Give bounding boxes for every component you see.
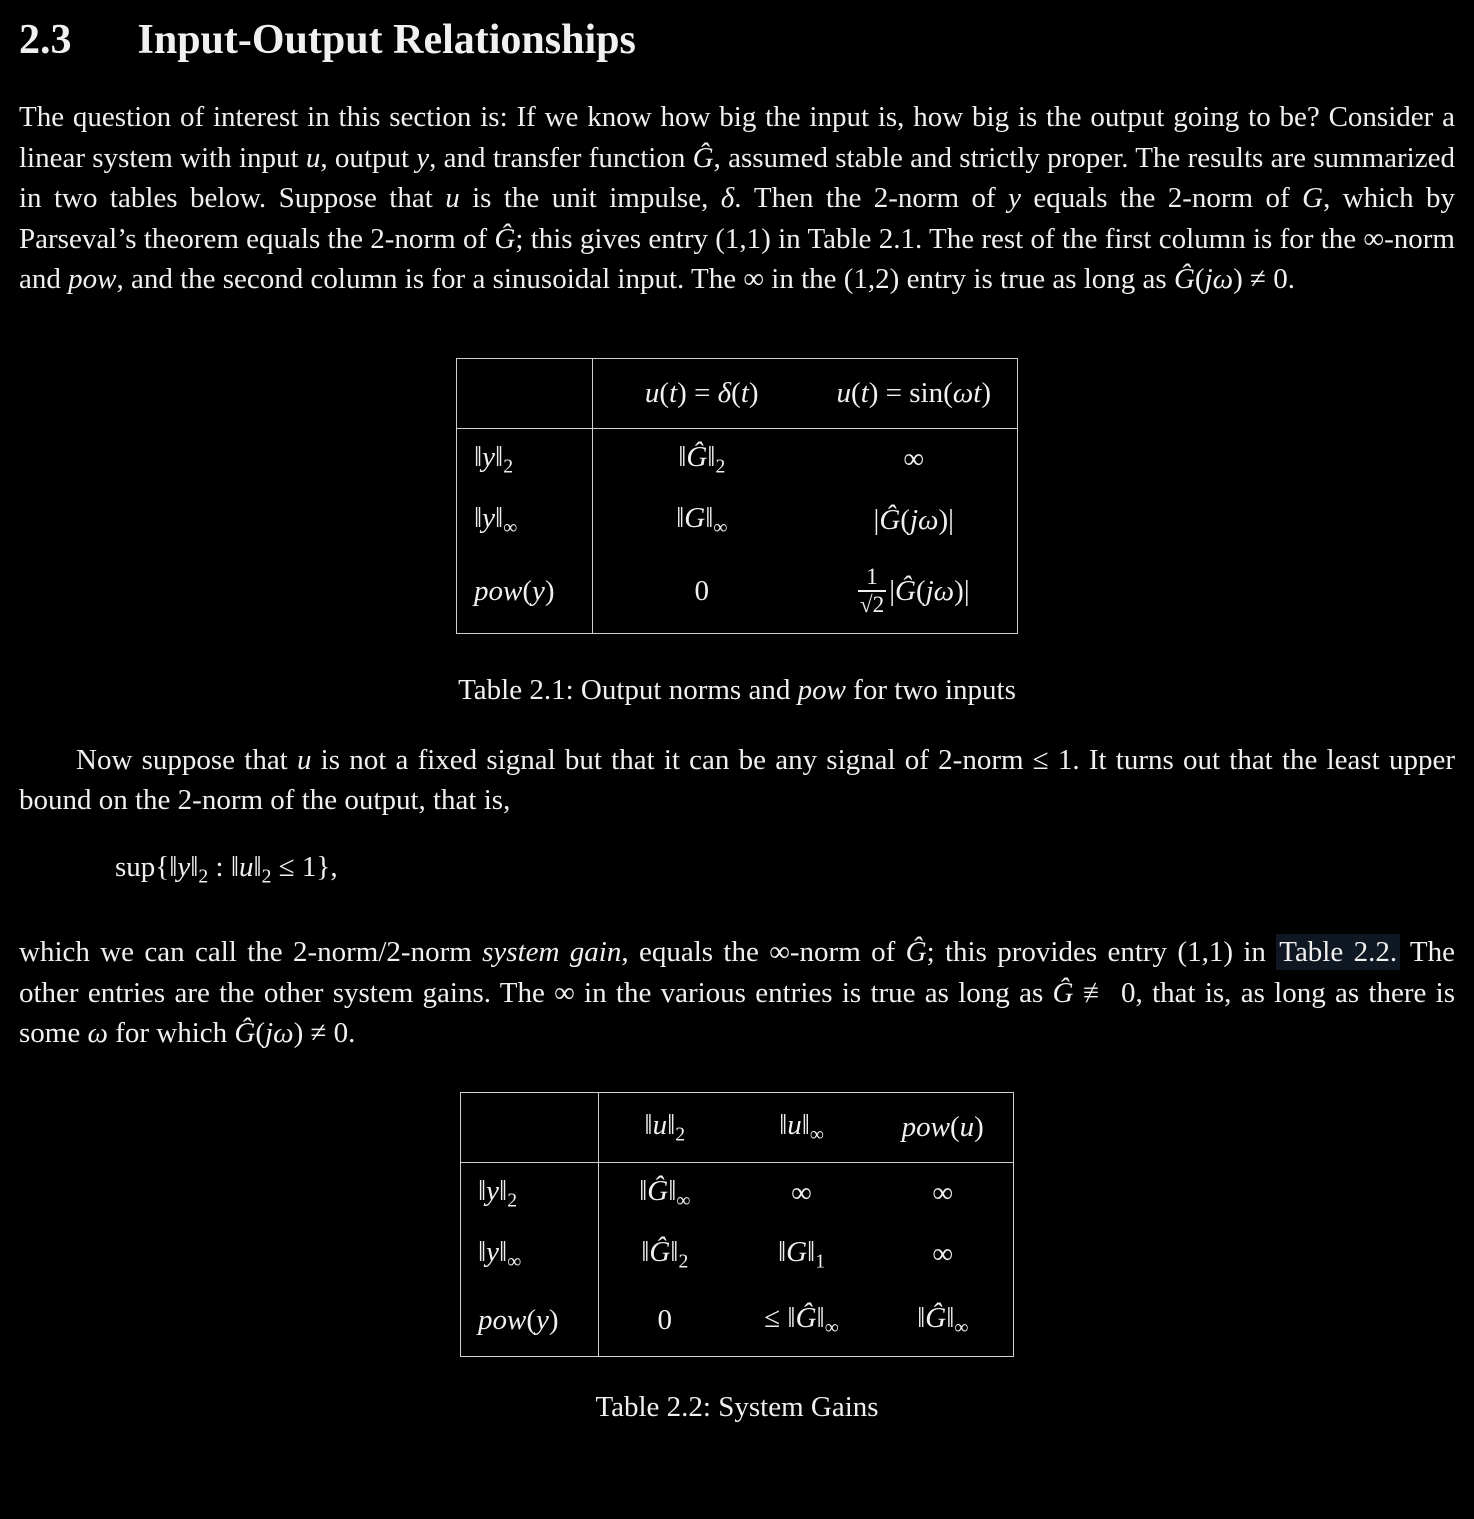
- radicand: 2: [872, 592, 885, 619]
- text-run: which we can call the 2-norm/2-norm: [19, 936, 483, 969]
- section-title: Input-Output Relationships: [137, 17, 636, 63]
- text-run: ) =: [677, 376, 718, 409]
- text-run: ‖: [474, 501, 483, 534]
- text-run: Ĝ: [1052, 976, 1074, 1009]
- text-run: G: [684, 501, 706, 534]
- text-run: ; this gives entry (1,1) in Table 2.1. The rest of the first column is for the ∞-norm and: [19, 222, 1455, 296]
- text-run: (: [950, 1110, 960, 1143]
- text-run: ‖: [676, 501, 685, 534]
- text-run: y: [177, 850, 191, 883]
- text-run: y: [486, 1235, 500, 1268]
- text-run: ): [748, 376, 759, 409]
- text-run: 2: [198, 865, 209, 888]
- text-run: Ĝ: [649, 1235, 671, 1268]
- text-run: (: [731, 376, 741, 409]
- text-run: )|: [938, 503, 954, 536]
- table-2-2-container: [19, 1092, 1455, 1357]
- text-run: Ĝ: [686, 440, 708, 473]
- table-2-1-row-yinf: [457, 490, 1018, 551]
- text-run: y: [416, 141, 430, 174]
- text-run: Table 2.1: Output norms and: [458, 673, 798, 706]
- text-run: jω: [925, 575, 955, 608]
- fraction-denominator: [858, 590, 886, 618]
- section-heading: [19, 16, 1455, 64]
- text-run: Table 2.2: System Gains: [595, 1390, 879, 1423]
- text-run: ω: [87, 1017, 108, 1050]
- table-2-2-caption: [19, 1387, 1455, 1427]
- text-run: t: [669, 376, 678, 409]
- table-2-1-header-row: [457, 358, 1018, 428]
- table-2-1-row-pow: [457, 551, 1018, 634]
- display-equation: [115, 847, 1455, 896]
- text-run: ‖: [707, 440, 716, 473]
- text-run: u: [652, 1108, 668, 1141]
- table-2-1-caption: [19, 670, 1455, 710]
- table-2-2-header-u2: [599, 1092, 731, 1162]
- table-cell: [811, 490, 1018, 551]
- text-run: y: [1008, 182, 1021, 215]
- text-run: u: [787, 1108, 802, 1141]
- text-run: ‖: [478, 1235, 487, 1268]
- text-run: pow: [68, 263, 117, 296]
- text-run: t: [860, 376, 869, 409]
- fraction-trailing-expression: [889, 574, 969, 609]
- text-run: ‖: [495, 501, 504, 534]
- text-run: :: [208, 850, 231, 883]
- table-2-2-header-row: [461, 1092, 1014, 1162]
- radical-sign: √: [859, 592, 873, 619]
- text-run: 2: [678, 1249, 689, 1272]
- text-run: ‖: [670, 1235, 679, 1268]
- table-cell: [599, 1285, 731, 1357]
- text-run: is the unit impulse,: [459, 182, 721, 215]
- text-run: (: [255, 1017, 266, 1050]
- row-label-pow-y: [457, 551, 593, 634]
- text-run: is not a fixed signal but that it can be any signal of 2-norm ≤ 1. It turns out that the least upper bound on the 2-norm of the output, that is,: [19, 743, 1455, 817]
- text-run: y: [536, 1303, 549, 1336]
- table-cell: [811, 428, 1018, 490]
- text-run: 2: [507, 1188, 518, 1211]
- text-run: ‖: [801, 1108, 810, 1141]
- text-run: ‖: [644, 1108, 653, 1141]
- text-run: ) ≠ 0.: [293, 1017, 356, 1050]
- text-run: equals the 2-norm of: [1020, 182, 1303, 215]
- text-run: ∞: [507, 1249, 522, 1272]
- text-run: 2: [715, 455, 726, 478]
- text-run: (: [915, 575, 926, 608]
- text-run: ‖: [639, 1174, 648, 1207]
- text-run: δ: [720, 182, 735, 215]
- text-run: ): [981, 376, 991, 409]
- text-run: ‖: [917, 1301, 926, 1334]
- text-run: u: [959, 1110, 975, 1143]
- text-run: pow: [478, 1303, 527, 1336]
- text-run: system gain: [482, 936, 622, 969]
- row-label-y-infnorm: [461, 1224, 599, 1285]
- text-run: ‖: [230, 850, 239, 883]
- text-run: ∞: [809, 1122, 824, 1145]
- text-run: (: [900, 503, 910, 536]
- text-run: , equals the ∞-norm of: [621, 936, 906, 969]
- text-run: ‖: [253, 850, 262, 883]
- text-run: Ĝ: [905, 936, 927, 969]
- text-run: y: [482, 501, 496, 534]
- text-run: Ĝ: [879, 503, 901, 536]
- text-run: sup{: [115, 850, 170, 883]
- text-run: pow: [474, 575, 523, 608]
- table-2-2-header-powu: [873, 1092, 1014, 1162]
- text-run: ‖: [169, 850, 178, 883]
- intro-paragraph: [19, 97, 1455, 300]
- text-run: Ĝ: [795, 1301, 817, 1334]
- table-2-2-row-pow: [461, 1285, 1014, 1357]
- table-2-1-container: [19, 358, 1455, 634]
- text-run: jω: [265, 1017, 294, 1050]
- text-run: ∞: [932, 1176, 954, 1209]
- text-run: u: [836, 376, 852, 409]
- text-run: ∞: [954, 1315, 969, 1338]
- text-run: u: [296, 743, 312, 776]
- text-run: pow: [797, 673, 846, 706]
- section-number: 2.3: [19, 17, 72, 63]
- table-2-2-link[interactable]: Table 2.2.: [1276, 934, 1400, 970]
- text-run: jω: [909, 503, 939, 536]
- row-label-y-infnorm: [457, 490, 593, 551]
- table-2-1-header-sine: [811, 358, 1018, 428]
- table-2-1-corner-cell: [457, 358, 593, 428]
- text-run: t: [740, 376, 749, 409]
- text-run: 2: [261, 865, 272, 888]
- table-cell: [731, 1224, 873, 1285]
- text-run: δ: [717, 376, 732, 409]
- text-run: ) = sin(: [868, 376, 953, 409]
- fraction: [858, 565, 886, 618]
- table-cell: [593, 428, 811, 490]
- text-run: u: [445, 182, 460, 215]
- text-run: . Then the 2-norm of: [734, 182, 1009, 215]
- text-run: ωt: [952, 376, 982, 409]
- text-run: , and the second column is for a sinusoidal input. The ∞ in the (1,2) entry is true as long as: [116, 263, 1174, 296]
- table-cell: [873, 1224, 1014, 1285]
- text-run: Ĝ: [692, 141, 714, 174]
- text-run: y: [486, 1174, 500, 1207]
- text-run: (: [1194, 263, 1205, 296]
- text-run: , which by Parseval’s theorem equals the 2-norm of: [19, 182, 1456, 255]
- text-run: |: [889, 575, 895, 608]
- text-run: The question of interest in this section is: If we know how big the input is, how big is the output going to be? Consider a linear system with input: [19, 101, 1455, 174]
- text-run: ‖: [946, 1301, 955, 1334]
- text-run: Ĝ: [234, 1017, 256, 1050]
- text-run: u: [644, 376, 660, 409]
- text-run: ∞: [503, 516, 518, 539]
- text-run: ∞: [824, 1315, 839, 1338]
- text-run: , assumed stable and strictly proper. The results are summarized in two tables below. Suppose that: [19, 141, 1455, 215]
- text-run: Now suppose that: [76, 743, 297, 776]
- text-run: ≤ ‖: [764, 1301, 796, 1334]
- table-2-1-header-impulse: [593, 358, 811, 428]
- text-run: ‖: [641, 1235, 650, 1268]
- text-run: 1: [815, 1249, 826, 1272]
- text-run: ∞: [676, 1188, 691, 1211]
- text-run: ): [544, 575, 555, 608]
- text-run: (: [851, 376, 861, 409]
- text-run: ∞: [903, 442, 925, 475]
- gain-paragraph: [19, 932, 1455, 1054]
- table-2-2-corner-cell: [461, 1092, 599, 1162]
- fraction-numerator: 1: [866, 564, 878, 591]
- text-run: , output: [320, 141, 417, 174]
- text-run: ‖: [816, 1301, 825, 1334]
- table-cell: [599, 1224, 731, 1285]
- text-run: (: [659, 376, 670, 409]
- text-run: , and transfer function: [429, 141, 693, 174]
- text-run: pow: [901, 1110, 950, 1143]
- table-2-2-row-y2: [461, 1162, 1014, 1224]
- text-run: G: [786, 1235, 808, 1268]
- row-label-pow-y: [461, 1285, 599, 1357]
- text-run: ‖: [495, 440, 504, 473]
- table-cell: [873, 1285, 1014, 1357]
- text-run: ‖: [779, 1108, 788, 1141]
- text-run: Ĝ: [1173, 263, 1195, 296]
- table-2-1: [456, 358, 1018, 634]
- text-run: y: [482, 440, 496, 473]
- text-run: ): [548, 1303, 559, 1336]
- text-run: (: [522, 575, 533, 608]
- text-run: ∞: [713, 516, 728, 539]
- text-run: The other entries are the other system gains. The ∞ in the various entries is true as long as: [19, 936, 1456, 1009]
- text-run: ‖: [667, 1108, 676, 1141]
- table-2-2: [460, 1092, 1014, 1357]
- table-cell: [599, 1162, 731, 1224]
- table-2-2-header-uinf: [731, 1092, 873, 1162]
- text-run: ‖: [807, 1235, 816, 1268]
- row-label-y-2norm: [461, 1162, 599, 1224]
- text-run: G: [1302, 182, 1324, 215]
- text-run: (: [526, 1303, 537, 1336]
- table-cell: [731, 1285, 873, 1357]
- text-run: ‖: [499, 1174, 508, 1207]
- text-run: 0: [657, 1303, 672, 1336]
- text-run: for which: [107, 1017, 235, 1050]
- text-run: ): [974, 1110, 984, 1143]
- row-label-y-2norm: [457, 428, 593, 490]
- middle-paragraph: [19, 740, 1455, 821]
- text-run: ; this provides entry (1,1) in: [926, 936, 1277, 969]
- text-run: ) ≠ 0.: [1233, 263, 1295, 296]
- text-run: Ĝ: [647, 1174, 669, 1207]
- text-run: 0: [694, 575, 709, 608]
- text-run: ‖: [668, 1174, 677, 1207]
- text-run: 2: [503, 455, 514, 478]
- text-run: jω: [1204, 263, 1234, 296]
- text-run: Ĝ: [925, 1301, 947, 1334]
- table-2-2-row-yinf: [461, 1224, 1014, 1285]
- text-run: ∞: [791, 1176, 812, 1209]
- table-cell: [873, 1162, 1014, 1224]
- text-run: Ĝ: [494, 222, 516, 255]
- text-run: ‖: [474, 440, 483, 473]
- text-run: u: [305, 141, 321, 174]
- text-run: for two inputs: [845, 673, 1016, 706]
- text-run: ∞: [932, 1237, 954, 1270]
- text-run: )|: [954, 575, 970, 608]
- text-run: ‖: [705, 501, 714, 534]
- text-run: u: [238, 850, 254, 883]
- text-run: ≢ 0, that is, as long as there is some: [19, 976, 1455, 1050]
- table-cell: [593, 551, 811, 634]
- table-cell-fraction: [811, 551, 1018, 634]
- table-2-1-row-y2: [457, 428, 1018, 490]
- text-run: ‖: [190, 850, 199, 883]
- text-run: ‖: [777, 1235, 787, 1268]
- text-run: ‖: [478, 1174, 487, 1207]
- text-run: y: [532, 575, 545, 608]
- table-cell: [593, 490, 811, 551]
- text-run: ‖: [499, 1235, 508, 1268]
- text-run: 2: [675, 1122, 686, 1145]
- text-run: ≤ 1},: [271, 850, 338, 883]
- table-cell: [731, 1162, 873, 1224]
- text-run: ‖: [678, 440, 687, 473]
- text-run: Ĝ: [895, 575, 916, 608]
- text-run: |: [873, 503, 880, 536]
